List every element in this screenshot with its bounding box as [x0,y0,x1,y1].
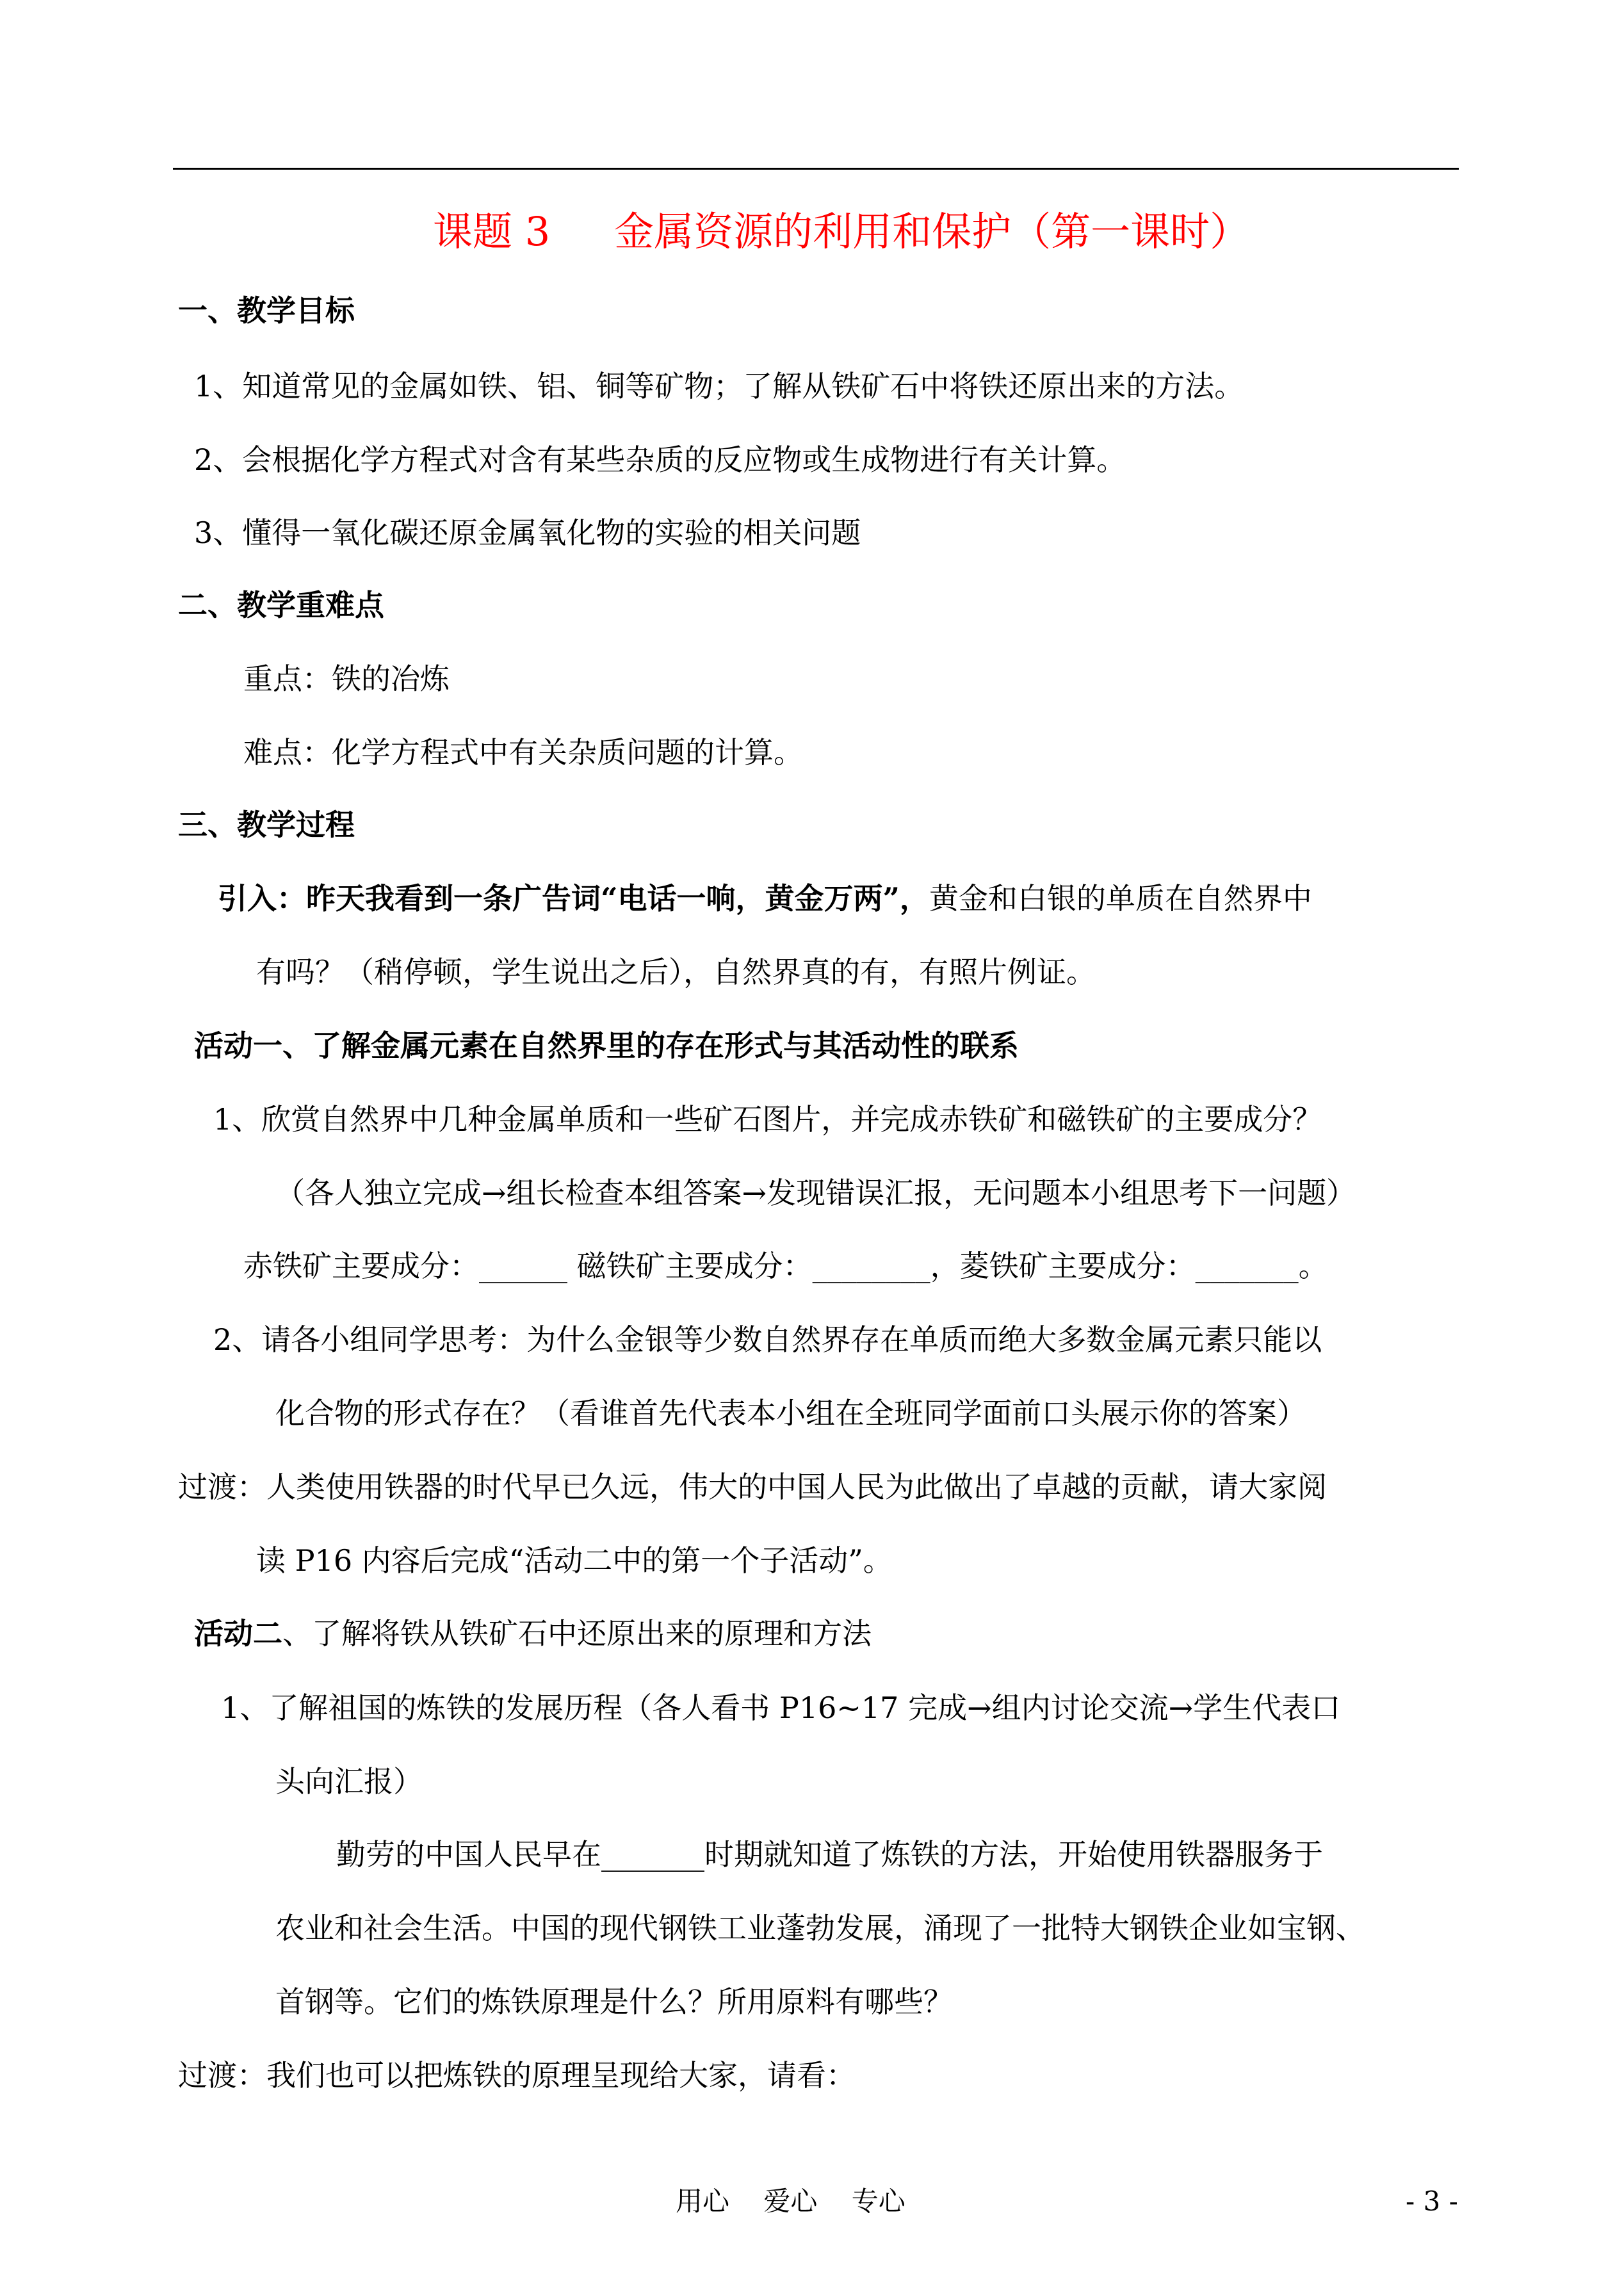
objective-item-2: 2、会根据化学方程式对含有某些杂质的反应物或生成物进行有关计算。 [194,442,1126,477]
transition1-line1: 过渡：人类使用铁器的时代早已久远，伟大的中国人民为此做出了卓越的贡献，请大家阅 [178,1470,1327,1504]
page-title [433,206,1249,257]
activity2-heading [194,1614,872,1653]
activity2-paragraph-line1: 勤劳的中国人民早在_______时期就知道了炼铁的方法，开始使用铁器服务于 [336,1837,1323,1872]
footer-motto: 用心 爱心 专心 [676,2186,905,2217]
activity1-item2-line2: 化合物的形式存在？（看谁首先代表本小组在全班同学面前口头展示你的答案） [275,1396,1306,1431]
intro-paragraph-line2: 有吗？（稍停顿，学生说出之后），自然界真的有，有照片例证。 [256,955,1096,989]
header-rule [173,168,1459,170]
objective-item-3: 3、懂得一氧化碳还原金属氧化物的实验的相关问题 [194,515,861,550]
activity2-heading-bold: 活动二 [194,1616,282,1651]
section-heading-key-points: 二、教学重难点 [178,588,384,622]
section-heading-process: 三、教学过程 [178,807,355,842]
activity2-item1-line1: 1、了解祖国的炼铁的发展历程（各人看书 P16~17 完成→组内讨论交流→学生代表口 [221,1691,1341,1725]
title-lesson-number: 课题 3 [433,208,551,255]
key-point: 重点：铁的冶炼 [243,661,450,696]
activity1-item2-line1: 2、请各小组同学思考：为什么金银等少数自然界存在单质而绝大多数金属元素只能以 [213,1322,1322,1357]
activity1-item1-note: （各人独立完成→组长检查本组答案→发现错误汇报，无问题本小组思考下一问题） [275,1176,1356,1210]
transition2: 过渡：我们也可以把炼铁的原理呈现给大家，请看： [178,2058,856,2093]
activity2-paragraph-line2: 农业和社会生活。中国的现代钢铁工业蓬勃发展，涌现了一批特大钢铁企业如宝钢、 [275,1911,1365,1945]
activity1-item1-blanks: 赤铁矿主要成分：______ 磁铁矿主要成分：________，菱铁矿主要成分：_______。 [243,1249,1328,1283]
intro-normal-text: 黄金和白银的单质在自然界中 [929,881,1312,916]
section-heading-objectives: 一、教学目标 [178,293,355,328]
activity2-item1-line2: 头向汇报） [275,1764,423,1799]
title-lesson-name: 金属资源的利用和保护（第一课时） [614,208,1250,255]
page-number: - 3 - [1406,2186,1458,2217]
objective-item-1: 1、知道常见的金属如铁、铝、铜等矿物；了解从铁矿石中将铁还原出来的方法。 [194,369,1244,403]
intro-paragraph-line1 [218,879,1312,918]
activity1-item1: 1、欣赏自然界中几种金属单质和一些矿石图片，并完成赤铁矿和磁铁矿的主要成分？ [213,1102,1322,1137]
intro-bold-text: 引入：昨天我看到一条广告词“电话一响，黄金万两”， [218,881,929,916]
transition1-line2: 读 P16 内容后完成“活动二中的第一个子活动”。 [256,1543,893,1578]
activity1-heading: 活动一、了解金属元素在自然界里的存在形式与其活动性的联系 [194,1028,1019,1063]
difficult-point: 难点：化学方程式中有关杂质问题的计算。 [243,735,803,770]
activity2-heading-text: 、了解将铁从铁矿石中还原出来的原理和方法 [282,1616,872,1651]
activity2-paragraph-line3: 首钢等。它们的炼铁原理是什么？所用原料有哪些？ [275,1984,953,2019]
